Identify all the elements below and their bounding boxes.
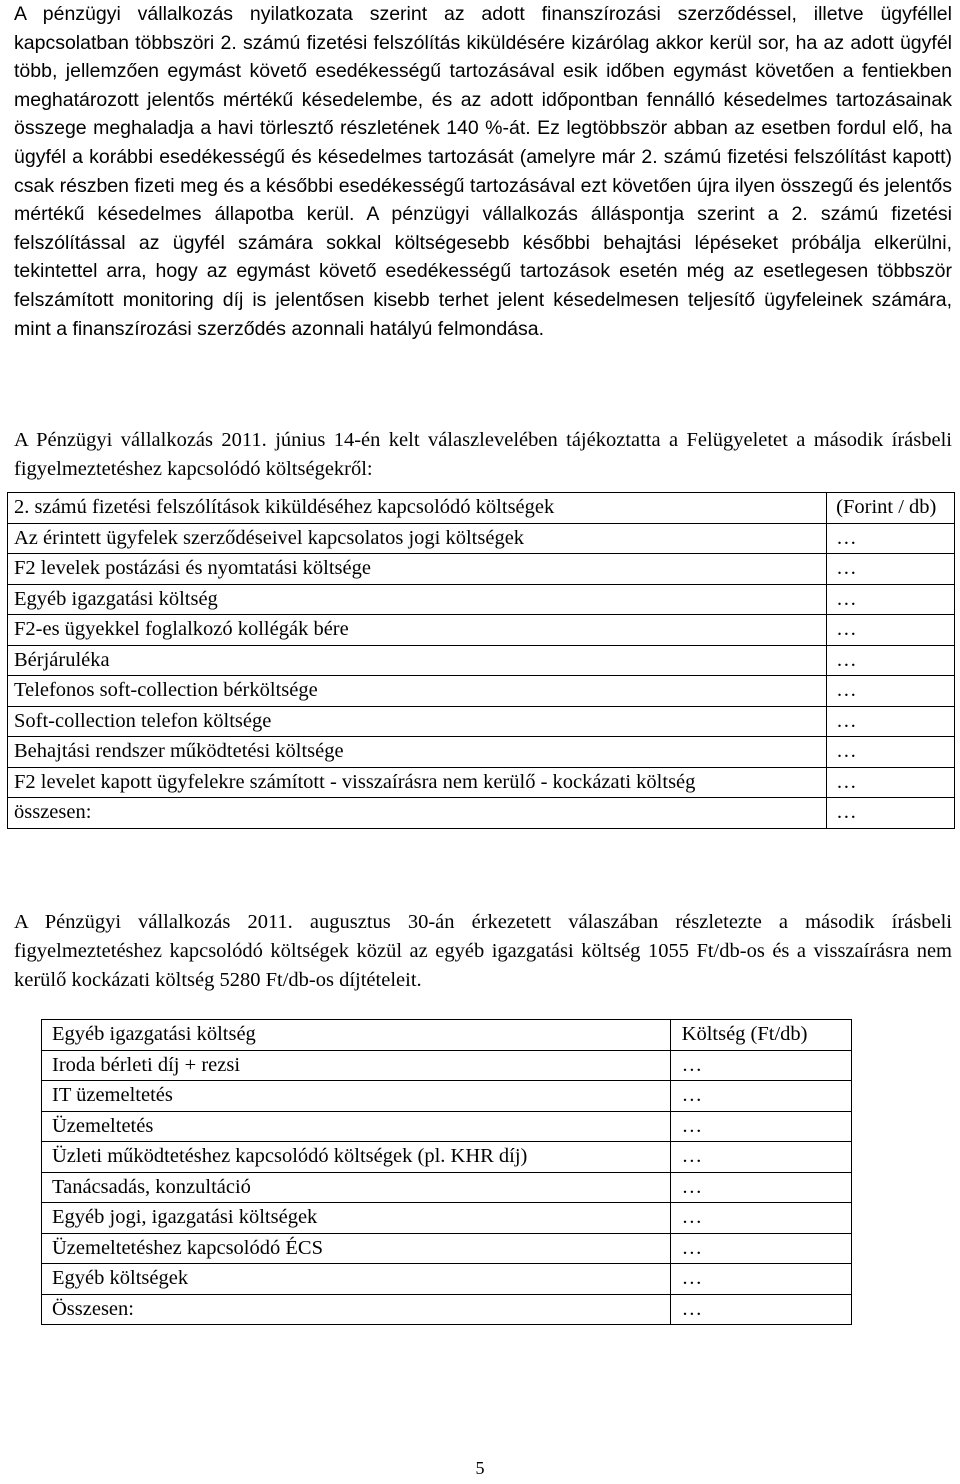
body-paragraph-1: A pénzügyi vállalkozás nyilatkozata szerint az adott finanszírozási szerződéssel, illetve ügyféllel kapcsolatban többszöri 2. számú fizetési felszólítás kiküldésére kizárólag akkor kerül sor, ha az adott ügyfél több, jellemzően egymást követő esedékességű tartozásával esik időben egymást követően a fentiekben meghatározott jelentős mértékű késedelembe, és az adott időpontban fennálló késedelmes tartozásainak összege meghaladja a havi törlesztő részletének 140 %-át. Ez legtöbbször abban az esetben fordul elő, ha ügyfél a korábbi esedékességű és késedelmes tartozását (amelyre már 2. számú fizetési felszólítást kapott) csak részben fizeti meg és a későbbi esedékességű tartozásával ezt követően újra ilyen összegű és jelentős mértékű késedelmes állapotba kerül. A pénzügyi vállalkozás álláspontja szerint a 2. számú fizetési felszólítással az ügyfél számára sokkal költségesebb későbbi behajtási lépéseket próbálja elkerülni, tekintettel arra, hogy az egymást követő esedékességű tartozások esetén még az esetlegesen többször felszámított monitoring díj is jelentősen kisebb terhet jelent késedelmesen teljesítő ügyfeleinek számára, mint a finanszírozási szerződés azonnali hatályú felmondása. bbox=[14, 3, 952, 340]
table-cell-value: … bbox=[670, 1294, 851, 1325]
table-cell-value: … bbox=[670, 1172, 851, 1203]
table-cell-label: Tanácsadás, konzultáció bbox=[42, 1172, 671, 1203]
table-total-row bbox=[8, 798, 955, 829]
table-cell-value: … bbox=[670, 1233, 851, 1264]
table-row bbox=[8, 615, 955, 646]
table-cell-label: Egyéb jogi, igazgatási költségek bbox=[42, 1203, 671, 1234]
table-cell-label: Összesen: bbox=[42, 1294, 671, 1325]
table-row bbox=[42, 1172, 852, 1203]
table-row bbox=[8, 767, 955, 798]
table-cell-value: … bbox=[670, 1111, 851, 1142]
table-row bbox=[8, 554, 955, 585]
table-cell-label: Üzemeltetéshez kapcsolódó ÉCS bbox=[42, 1233, 671, 1264]
table-cell-label: F2 levelek postázási és nyomtatási költsége bbox=[8, 554, 827, 585]
table-cell-value: … bbox=[827, 615, 955, 646]
table-row bbox=[8, 523, 955, 554]
table-header-row bbox=[8, 493, 955, 524]
table-row bbox=[42, 1050, 852, 1081]
table-row bbox=[8, 706, 955, 737]
table-header-row bbox=[42, 1020, 852, 1051]
table-cell-label: Üzleti működtetéshez kapcsolódó költségek (pl. KHR díj) bbox=[42, 1142, 671, 1173]
table-cell-value: … bbox=[827, 676, 955, 707]
table-cell-value: … bbox=[670, 1142, 851, 1173]
table-cell-value: … bbox=[827, 737, 955, 768]
table-row bbox=[42, 1142, 852, 1173]
table-cell-label: F2 levelet kapott ügyfelekre számított - visszaírásra nem kerülő - kockázati költség bbox=[8, 767, 827, 798]
cost-table-f2 bbox=[7, 492, 955, 829]
table-header-cell: Költség (Ft/db) bbox=[670, 1020, 851, 1051]
table-row bbox=[42, 1111, 852, 1142]
table-cell-value: … bbox=[670, 1081, 851, 1112]
table-cell-label: Telefonos soft-collection bérköltsége bbox=[8, 676, 827, 707]
table-cell-value: … bbox=[827, 645, 955, 676]
table-cell-label: Egyéb költségek bbox=[42, 1264, 671, 1295]
table-cell-label: összesen: bbox=[8, 798, 827, 829]
table-header-cell: 2. számú fizetési felszólítások kiküldéséhez kapcsolódó költségek bbox=[8, 493, 827, 524]
table-cell-label: Behajtási rendszer működtetési költsége bbox=[8, 737, 827, 768]
table-cell-value: … bbox=[670, 1264, 851, 1295]
table-cell-value: … bbox=[827, 798, 955, 829]
table-cell-label: Az érintett ügyfelek szerződéseivel kapcsolatos jogi költségek bbox=[8, 523, 827, 554]
table-row bbox=[42, 1203, 852, 1234]
table-header-cell: Egyéb igazgatási költség bbox=[42, 1020, 671, 1051]
table-cell-value: … bbox=[827, 767, 955, 798]
cost-table-admin bbox=[41, 1019, 852, 1325]
table-row bbox=[8, 676, 955, 707]
table-row bbox=[42, 1233, 852, 1264]
table-cell-value: … bbox=[670, 1050, 851, 1081]
table-row bbox=[8, 737, 955, 768]
table-row bbox=[42, 1081, 852, 1112]
table-row bbox=[8, 645, 955, 676]
table-cell-label: Üzemeltetés bbox=[42, 1111, 671, 1142]
body-paragraph-3: A Pénzügyi vállalkozás 2011. augusztus 30-án érkezetett válaszában részletezte a második írásbeli figyelmeztetéshez kapcsolódó költségek közül az egyéb igazgatási költség 1055 Ft/db-os és a visszaírásra nem kerülő kockázati költség 5280 Ft/db-os díjtételeit. bbox=[14, 911, 952, 991]
table-cell-label: Egyéb igazgatási költség bbox=[8, 584, 827, 615]
table-row bbox=[8, 584, 955, 615]
table-cell-label: Bérjáruléka bbox=[8, 645, 827, 676]
table-cell-label: Soft-collection telefon költsége bbox=[8, 706, 827, 737]
table-header-cell: (Forint / db) bbox=[827, 493, 955, 524]
table-cell-value: … bbox=[827, 706, 955, 737]
table-cell-label: Iroda bérleti díj + rezsi bbox=[42, 1050, 671, 1081]
table-cell-label: F2-es ügyekkel foglalkozó kollégák bére bbox=[8, 615, 827, 646]
table-total-row bbox=[42, 1294, 852, 1325]
table-cell-value: … bbox=[827, 584, 955, 615]
table-cell-value: … bbox=[827, 523, 955, 554]
body-paragraph-2: A Pénzügyi vállalkozás 2011. június 14-én kelt válaszlevelében tájékoztatta a Felügyeletet a második írásbeli figyelmeztetéshez kapcsolódó költségekről: bbox=[14, 429, 952, 480]
table-row bbox=[42, 1264, 852, 1295]
page-number: 5 bbox=[475, 1458, 485, 1478]
table-cell-value: … bbox=[827, 554, 955, 585]
table-cell-label: IT üzemeltetés bbox=[42, 1081, 671, 1112]
table-cell-value: … bbox=[670, 1203, 851, 1234]
